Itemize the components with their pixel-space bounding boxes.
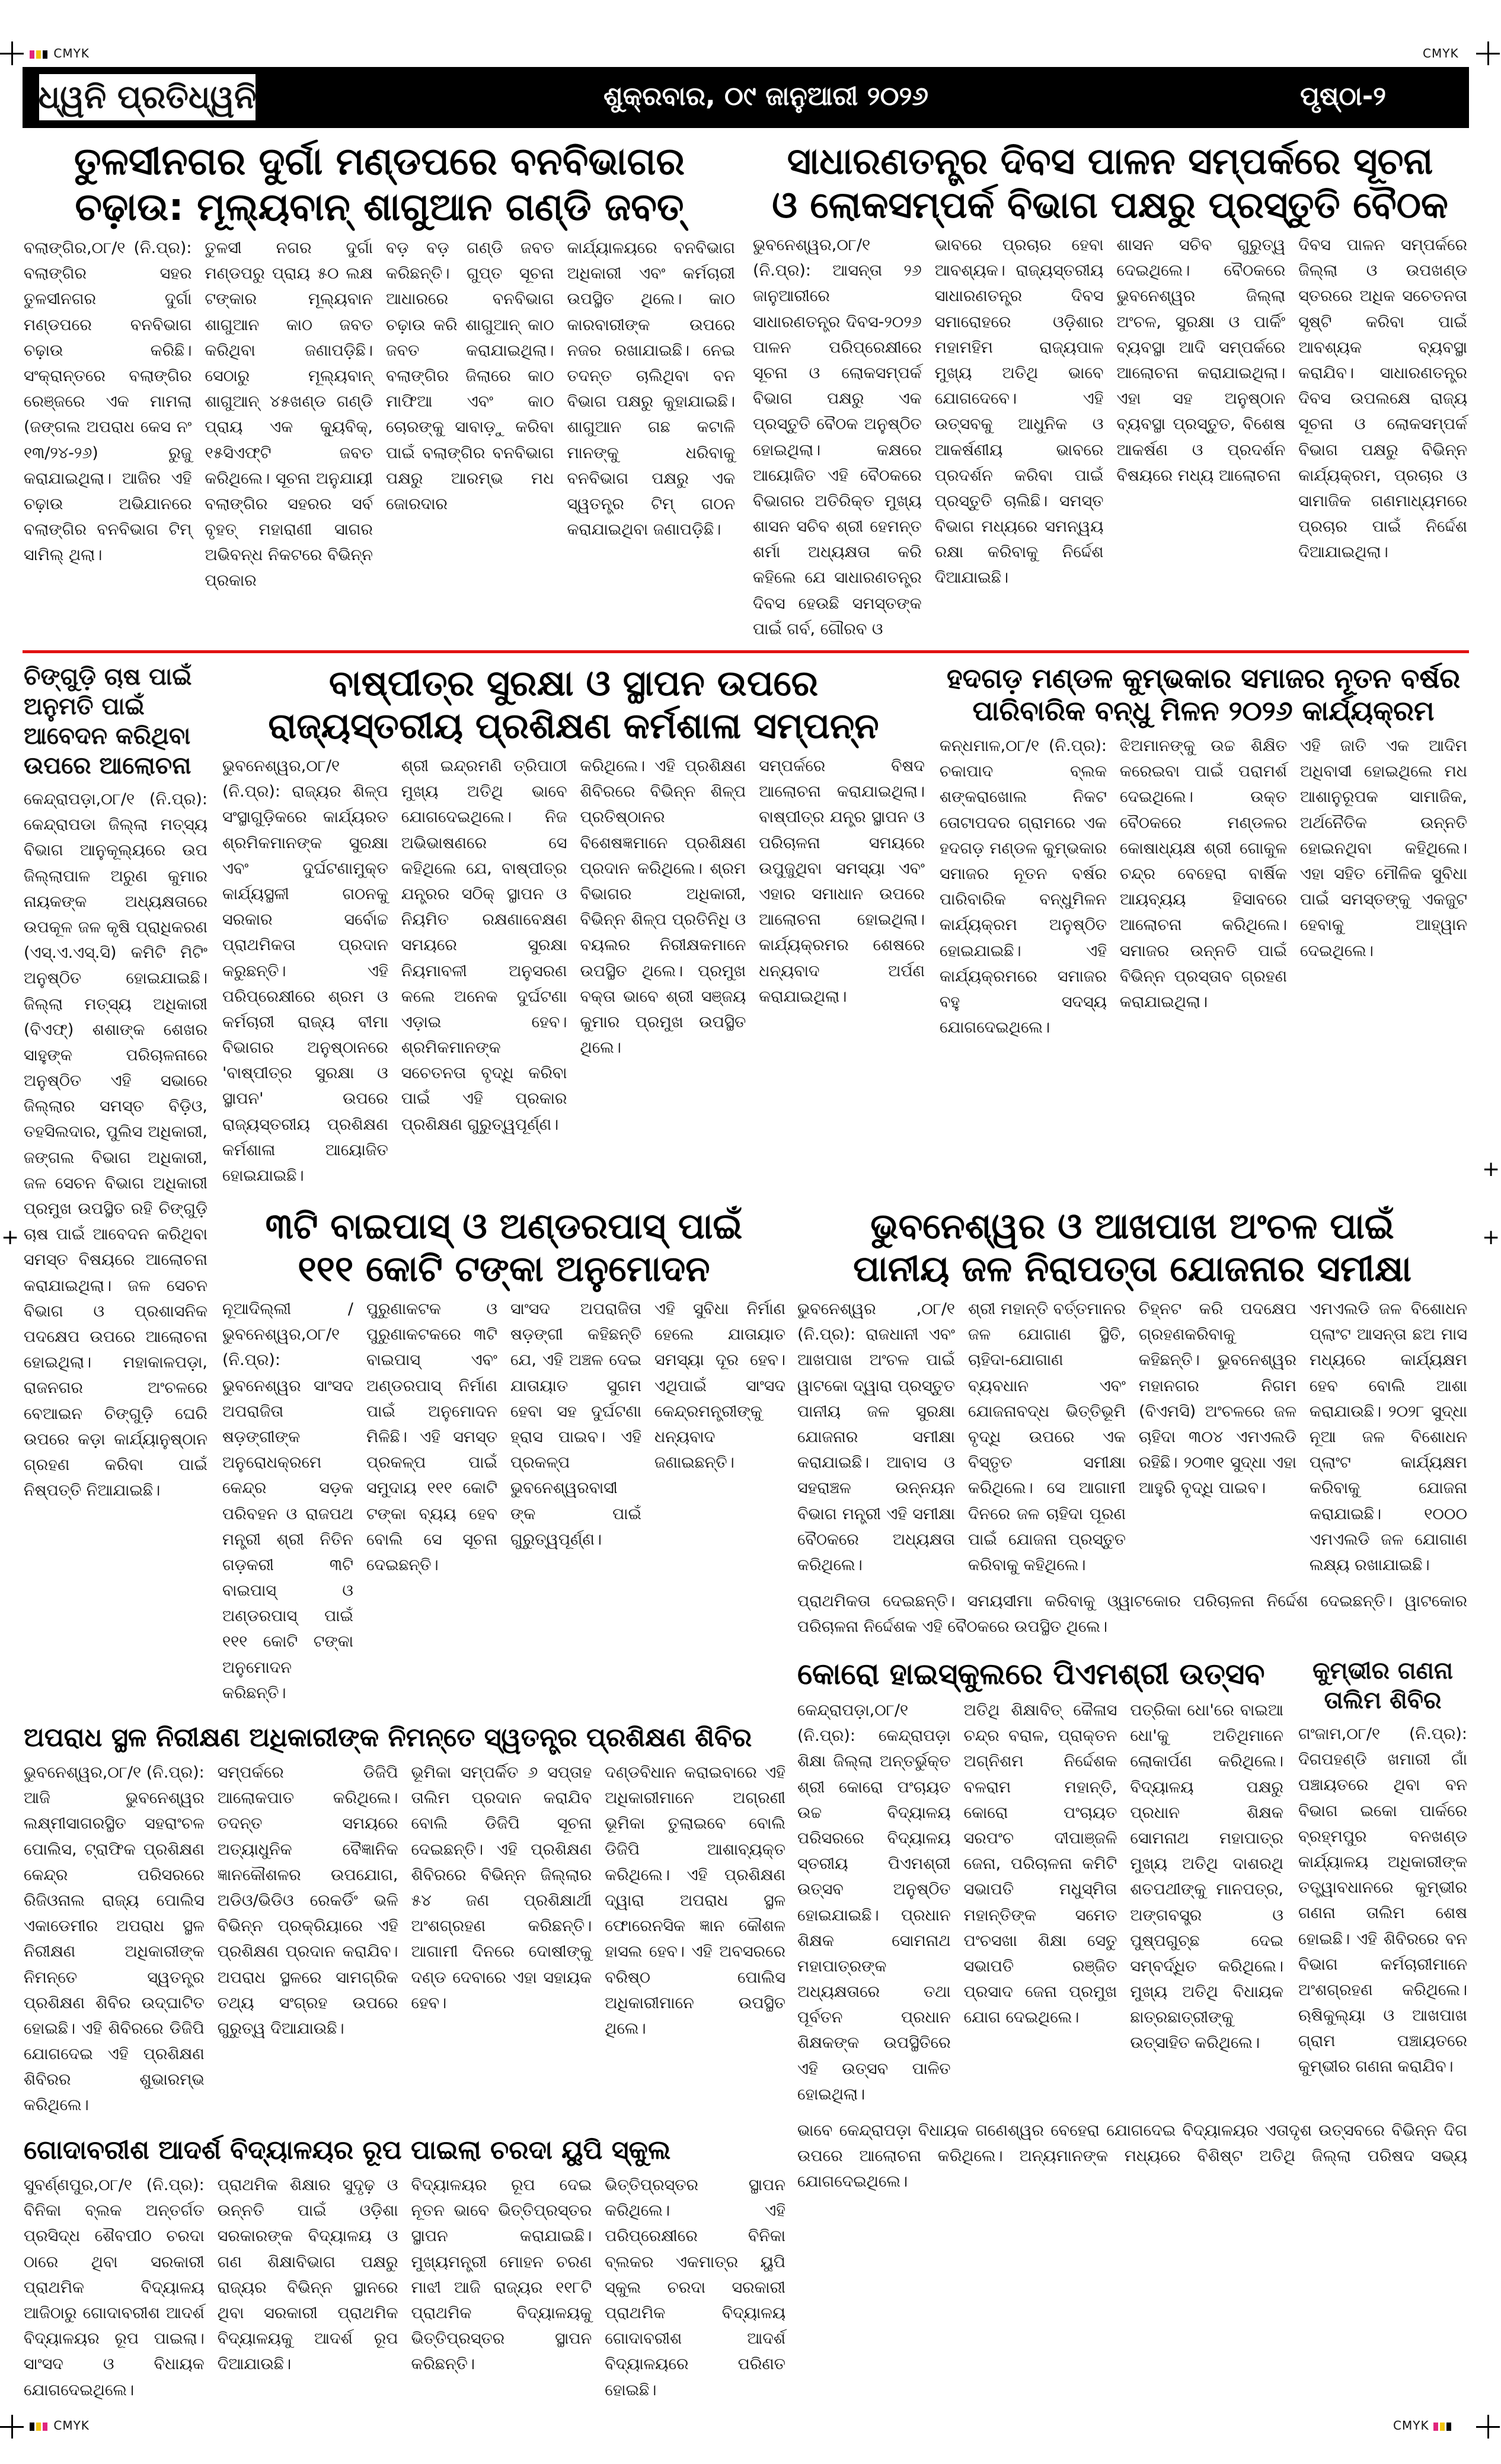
article-column: ନୂଆଦିଲ୍ଲୀ / ଭୁବନେଶ୍ୱର,୦୮/୧ (ନି.ପ୍ର): ଭୁବନେଶ୍ୱର ସାଂସଦ ଅପରାଜିତା ଷଡ଼ଙ୍ଗୀଙ୍କ ଅନୁରୋଧକ୍ରମେ କେନ୍ଦ୍ର ସଡ଼କ ପରିବହନ ଓ ରାଜପଥ ମନ୍ତ୍ରୀ ଶ୍ରୀ ନିତିନ ଗଡ଼କରୀ ୩ଟି ବାଇପାସ୍ ଓ ଅଣ୍ଡରପାସ୍ ପାଇଁ ୧୧୧ କୋଟି ଟଙ୍କା ଅନୁମୋଦନ କରିଛନ୍ତି।: [222, 1300, 353, 1702]
headline-line: ପାନୀୟ ଜଳ ନିରାପତ୍ତା ଯୋଜନାର ସମୀକ୍ଷା: [853, 1248, 1411, 1290]
article-column: ବଲାଙ୍ଗିର,୦୮/୧ (ନି.ପ୍ର): ବଲାଙ୍ଗିର ସହର ତୁଳସୀନଗର ଦୁର୍ଗା ମଣ୍ଡପରେ ବନବିଭାଗ ଚଢ଼ାଉ କରିଛି। ସଂକ୍ରାନ୍ତରେ ବଲାଙ୍ଗିର ରେଞ୍ଜରେ ଏକ ମାମଲା (ଜଙ୍ଗଲ ଅପରାଧ କେସ ନଂ ୧୩/୨୪-୨୬) ରୁଜୁ କରାଯାଇଥିଲା। ଆଜିର ଏହି ଚଢ଼ାଉ ଅଭିଯାନରେ ବଲାଙ୍ଗିର ବନବିଭାଗ ଟିମ୍ ସାମିଲ୍ ଥିଲା।: [24, 239, 192, 565]
headline-chingudi: [24, 662, 207, 781]
swatch-black: [43, 50, 47, 59]
headline-line: ୩ଟି ବାଇପାସ୍ ଓ ଅଣ୍ଡରପାସ୍ ପାଇଁ: [265, 1206, 743, 1247]
headline-police-training: [24, 1722, 785, 1754]
section-divider-red: [23, 650, 1469, 653]
article-godabarish-side: [797, 2118, 1467, 2195]
article-column: ପ୍ରାଥମିକତା ଦେଇଛନ୍ତି। ସମୟସୀମା କରିବାକୁ ଓ୍ୱାଟକୋର ପରିଚାଳନା ନିର୍ଦ୍ଦେଶ ଦେଇଛନ୍ତି। ୱାଟକୋର ପରିଚାଳନା ନିର୍ଦ୍ଦେଶକ ଏହି ବୈଠକରେ ଉପସ୍ଥିତ ଥିଲେ।: [797, 1592, 1467, 1637]
registration-mark-bottom-right: [1476, 2415, 1500, 2439]
cmyk-text: CMYK: [1423, 46, 1459, 60]
article-column: କେନ୍ଦ୍ରାପଡ଼ା,୦୮/୧ (ନି.ପ୍ର): କେନ୍ଦ୍ରାପଡା ଜିଲ୍ଲା ମତ୍ସ୍ୟ ବିଭାଗ ଆନୁକୂଲ୍ୟରେ ଉପ ଜିଲ୍ଲାପାଳ ଅରୁଣ କୁମାର ନାୟକଙ୍କ ଅଧ୍ୟକ୍ଷତାରେ ଉପକୂଳ ଜଳ କୃଷି ପ୍ରାଧିକରଣ (ଏସ୍.ଏ.ଏସ୍.ସି) କମିଟି ମିଟିଂ ଅନୁଷ୍ଠିତ ହୋଇଯାଇଛି। ଜିଲ୍ଲା ମତ୍ସ୍ୟ ଅଧିକାରୀ (ବିଏଫ୍) ଶଶାଙ୍କ ଶେଖର ସାହୁଙ୍କ ପରିଚାଳନାରେ ଅନୁଷ୍ଠିତ ଏହି ସଭାରେ ଜିଲ୍ଲାର ସମସ୍ତ ବିଡ଼ିଓ, ତହସିଲଦାର, ପୁଲିସ ଅଧିକାରୀ, ଜଙ୍ଗଲ ବିଭାଗ ଅଧିକାରୀ, ଜଳ ସେଚନ ବିଭାଗ ଅଧିକାରୀ ପ୍ରମୁଖ ଉପସ୍ଥିତ ରହି ଚିଙ୍ଗୁଡ଼ି ଚାଷ ପାଇଁ ଆବେଦନ କରିଥିବା ସମସ୍ତ ବିଷୟରେ ଆଲୋଚନା କରାଯାଇଥିଲା। ଜଳ ସେଚନ ବିଭାଗ ଓ ପ୍ରଶାସନିକ ପଦକ୍ଷେପ ଉପରେ ଆଲୋଚନା ହୋଇଥିଲା। ମହାକାଳପଡ଼ା, ରାଜନଗର ଅଂଚଳରେ ବେଆଇନ ଚିଙ୍ଗୁଡ଼ି ଘେରି ଉପରେ କଡ଼ା କାର୍ଯ୍ୟାନୁଷ୍ଠାନ ଗ୍ରହଣ କରିବା ପାଇଁ ନିଷ୍ପତ୍ତି ନିଆଯାଇଛି।: [24, 790, 207, 1500]
article-police-body: [24, 1760, 785, 2118]
registration-plus-mid-left: +: [1, 1225, 20, 1249]
article-column: ବଡ଼ ବଡ଼ ଗଣ୍ଡି ଜବତ କରିଛନ୍ତି। ଗୁପ୍ତ ସୂଚନା ଆଧାରରେ ବନବିଭାଗ ଚଢ଼ାଉ କରି ଶାଗୁଆନ୍ କାଠ ଜବତ କରାଯାଇଥିଲା। ବଲାଙ୍ଗିର ଜିଲାରେ କାଠ ମାଫିଆ ଏବଂ କାଠ ଚୋରଙ୍କୁ ସାବାଡ଼ୁ କରିବା ପାଇଁ ବଲାଙ୍ଗିର ବନବିଭାଗ ପକ୍ଷରୁ ଆରମ୍ଭ ମଧ ଜୋରଦାର: [386, 239, 554, 513]
cmyk-text: CMYK: [53, 2418, 90, 2433]
headline-line: ଅପରାଧ ସ୍ଥଳ ନିରୀକ୍ଷଣ ଅଧିକାରୀଙ୍କ ନିମନ୍ତେ ସ୍ୱତନ୍ତ୍ର ପ୍ରଶିକ୍ଷଣ ଶିବିର: [24, 1722, 752, 1753]
article-column: ଭାବେ କେନ୍ଦ୍ରାପଡ଼ା ବିଧାୟକ ଗଣେଶ୍ୱର ବେହେରା ଯୋଗଦେଇ ବିଦ୍ୟାଳୟର ଏତାଦୃଶ ଉତ୍ସବରେ ବିଭିନ୍ନ ଦିଗ ଉପରେ ଆଲୋଚନା କରିଥିଲେ। ଅନ୍ୟମାନଙ୍କ ମଧ୍ୟରେ ବିଶିଷ୍ଟ ଅତିଥି ଜିଲ୍ଲା ପରିଷଦ ସଭ୍ୟ ଯୋଗଦେଇଥିଲେ।: [797, 2121, 1467, 2191]
headline-crocodile-census: [1298, 1656, 1467, 1715]
article-boiler-body: [222, 753, 925, 1188]
article-column: ପ୍ରାଥମିକ ଶିକ୍ଷାର ସୁଦୃଢ଼ ଓ ଉନ୍ନତି ପାଇଁ ଓଡ଼ିଶା ସରକାରଙ୍କ ବିଦ୍ୟାଳୟ ଓ ଗଣ ଶିକ୍ଷାବିଭାଗ ପକ୍ଷରୁ ରାଜ୍ୟର ବିଭିନ୍ନ ସ୍ଥାନରେ ଥିବା ସରକାରୀ ପ୍ରାଥମିକ ବିଦ୍ୟାଳୟକୁ ଆଦର୍ଶ ରୂପ ଦିଆଯାଉଛି।: [217, 2176, 398, 2374]
registration-mark-top-left: [0, 41, 24, 65]
article-column: ସମ୍ପର୍କରେ ବିଷଦ ଆଲୋଚନା କରାଯାଇଥିଲା। ବାଷ୍ପୀତ୍ର ଯନ୍ତ୍ର ସ୍ଥାପନ ଓ ପରିଚାଳନା ସମୟରେ ଉପୁଜୁଥିବା ସମସ୍ୟା ଏବଂ ଏହାର ସମାଧାନ ଉପରେ ଆଲୋଚନା ହୋଇଥିଲା। କାର୍ଯ୍ୟକ୍ରମର ଶେଷରେ ଧନ୍ୟବାଦ ଅର୍ପଣ କରାଯାଇଥିଲା।: [759, 757, 925, 1006]
article-column: କେନ୍ଦ୍ରାପଡ଼ା,୦୮/୧ (ନି.ପ୍ର): କେନ୍ଦ୍ରାପଡ଼ା ଶିକ୍ଷା ଜିଲ୍ଲା ଅନ୍ତର୍ଭୁକ୍ତ ଶ୍ରୀ କୋରୋ ପଂଚାୟତ ଉଚ୍ଚ ବିଦ୍ୟାଳୟ ପରିସରରେ ବିଦ୍ୟାଳୟ ସ୍ତରୀୟ ପିଏମଶ୍ରୀ ଉତ୍ସବ ଅନୁଷ୍ଠିତ ହୋଇଯାଇଛି। ପ୍ରଧାନ ଶିକ୍ଷକ ସୋମନାଥ ମହାପାତ୍ରଙ୍କ ଅଧ୍ୟକ୍ଷତାରେ ତଥା ପୂର୍ବତନ ପ୍ରଧାନ ଶିକ୍ଷକଙ୍କ ଉପସ୍ଥିତିରେ ଏହି ଉତ୍ସବ ପାଳିତ ହୋଇଥିଲା।: [797, 1701, 951, 2104]
article-column: କନ୍ଧମାଳ,୦୮/୧ (ନି.ପ୍ର): ଚକାପାଦ ବ୍ଲକ ଶଙ୍କରାଖୋଲ ନିକଟ ତୋଟାପଦର ଗ୍ରାମରେ ଏକ ହଦଗଡ଼ ମଣ୍ଡଳ କୁମ୍ଭକାର ସମାଜର ନୂତନ ବର୍ଷର ପାରିବାରିକ ବନ୍ଧୁମିଳନ କାର୍ଯ୍ୟକ୍ରମ ଅନୁଷ୍ଠିତ ହୋଇଯାଇଛି। ଏହି କାର୍ଯ୍ୟକ୍ରମରେ ସମାଜର ବହୁ ସଦସ୍ୟ ଯୋଗଦେଇଥିଲେ।: [940, 737, 1107, 1037]
article-column: ଚିହ୍ନଟ କରି ପଦକ୍ଷେପ ଗ୍ରହଣକରିବାକୁ କହିଛନ୍ତି। ଭୁବନେଶ୍ୱର ମହାନଗର ନିଗମ (ବିଏମସି) ଅଂଚଳରେ ଜଳ ଚାହିଦା ୩୦୪ ଏମଏଲଡି ରହିଛି। ୨୦୩୧ ସୁଦ୍ଧା ଏହା ଆହୁରି ବୃଦ୍ଧି ପାଇବ।: [1139, 1300, 1296, 1498]
registration-plus-mid-right-2: +: [1482, 1225, 1500, 1249]
headline-line: ବାଷ୍ପୀତ୍ର ସୁରକ୍ଷା ଓ ସ୍ଥାପନ ଉପରେ: [328, 663, 819, 704]
article-column: ଭୁବନେଶ୍ୱର,୦୮/୧ (ନି.ପ୍ର): ଆସନ୍ତା ୨୬ ଜାନୁଆରୀରେ ସାଧାରଣତନ୍ତ୍ର ଦିବସ-୨୦୨୬ ପାଳନ ପରିପ୍ରେକ୍ଷୀରେ ସୂଚନା ଓ ଲୋକସମ୍ପର୍କ ବିଭାଗ ପକ୍ଷରୁ ଏକ ପ୍ରସ୍ତୁତି ବୈଠକ ଅନୁଷ୍ଠିତ ହୋଇଥିଲା। କକ୍ଷରେ ଆୟୋଜିତ ଏହି ବୈଠକରେ ବିଭାଗର ଅତିରିକ୍ତ ମୁଖ୍ୟ ଶାସନ ସଚିବ ଶ୍ରୀ ହେମନ୍ତ ଶର୍ମା ଅଧ୍ୟକ୍ଷତା କରି କହିଲେ ଯେ ସାଧାରଣତନ୍ତ୍ର ଦିବସ ହେଉଛି ସମସ୍ତଙ୍କ ପାଇଁ ଗର୍ବ, ଗୌରବ ଓ: [753, 236, 922, 638]
headline-bypass: [222, 1205, 785, 1290]
article-column: ଝିଅମାନଙ୍କୁ ଉଚ୍ଚ ଶିକ୍ଷିତ କରେଇବା ପାଇଁ ପରାମର୍ଶ ଦେଇଥିଲେ। ଉକ୍ତ ବୈଠକରେ ମଣ୍ଡଳର କୋଷାଧ୍ୟକ୍ଷ ଶ୍ରୀ ଗୋକୁଳ ଚନ୍ଦ୍ର ବେହେରା ବାର୍ଷିକ ଆୟବ୍ୟୟ ହିସାବରେ ଆଲୋଚନା କରିଥିଲେ। ସମାଜର ଉନ୍ନତି ପାଇଁ ବିଭିନ୍ନ ପ୍ରସ୍ତାବ ଗ୍ରହଣ କରାଯାଇଥିଲା।: [1120, 737, 1287, 1011]
swatch-magenta: [43, 2423, 47, 2431]
article-column: ଅତିଥି ଶିକ୍ଷାବିତ୍ କୈଳାସ ଚନ୍ଦ୍ର ବରାଳ, ପ୍ରାକ୍ତନ ଅଗ୍ନିଶମ ନିର୍ଦ୍ଦେଶକ ବଳରାମ ମହାନ୍ତି, କୋରୋ ପଂଚାୟତ ସରପଂଚ ଦୀପାଞ୍ଜଳି ଜେନା, ପରିଚାଳନା କମିଟି ସଭାପତି ମଧୁସ୍ମିତା ମହାନ୍ତିଙ୍କ ସମେତ ପଂଚସଖା ଶିକ୍ଷା ସେତୁ ସଭାପତି ରଞ୍ଜିତ ପ୍ରସାଦ ଜେନା ପ୍ରମୁଖ ଯୋଗ ଦେଇଥିଲେ।: [963, 1701, 1117, 2027]
article-column: ଭୁବନେଶ୍ୱର ,୦୮/୧ (ନି.ପ୍ର): ରାଜଧାନୀ ଏବଂ ଆଖପାଖ ଅଂଚଳ ପାଇଁ ୱାଟକୋ ଦ୍ୱାରା ପ୍ରସ୍ତୁତ ପାନୀୟ ଜଳ ସୁରକ୍ଷା ଯୋଜନାର ସମୀକ୍ଷା କରାଯାଇଛି। ଆବାସ ଓ ସହରାଞ୍ଚଳ ଉନ୍ନୟନ ବିଭାଗ ମନ୍ତ୍ରୀ ଏହି ସମୀକ୍ଷା ବୈଠକରେ ଅଧ୍ୟକ୍ଷତା କରିଥିଲେ।: [797, 1300, 955, 1574]
cmyk-label-top-left: [30, 46, 90, 60]
article-column: ତୁଳସୀ ନଗର ଦୁର୍ଗା ମଣ୍ଡପରୁ ପ୍ରାୟ ୫୦ ଲକ୍ଷ ଟଙ୍କାର ମୂଲ୍ୟବାନ ଶାଗୁଆନ କାଠ ଜବତ କରିଥିବା ଜଣାପଡ଼ିଛି। ସେଠାରୁ ମୂଲ୍ୟବାନ୍ ଶାଗୁଆନ୍ ୪୫ଖଣ୍ଡ ଗଣ୍ଡି ପ୍ରାୟ ଏକ କ୍ୟୁବିକ୍, ୧୫ସିଏଫ୍‌ଟି ଜବତ କରିଥିଲେ। ସୂଚନା ଅନୁଯାୟୀ ବଲାଙ୍ଗିର ସହରର ସର୍ବ ବୃହତ୍ ମହାରାଣୀ ସାଗର ଅଭିବନ୍ଧ ନିକଟରେ ବିଭିନ୍ନ ପ୍ରକାର: [205, 239, 373, 590]
swatch-black: [1446, 2423, 1451, 2431]
headline-line: ଭୁବନେଶ୍ୱର ଓ ଆଖପାଖ ଅଂଚଳ ପାଇଁ: [870, 1206, 1394, 1247]
registration-mark-top-right: [1476, 41, 1500, 65]
headline-line: ଅନୁମତି ପାଇଁ: [24, 693, 145, 720]
page-number: ପୃଷ୍ଠା-୨: [1300, 81, 1386, 111]
article-bypass-body: [222, 1296, 785, 1706]
headline-line: କୋରୋ ହାଇସ୍କୁଲରେ ପିଏମଶ୍ରୀ ଉତ୍ସବ: [797, 1657, 1265, 1691]
article-column: ଶ୍ରୀ ମହାନ୍ତି ବର୍ତ୍ତମାନର ଜଳ ଯୋଗାଣ ସ୍ଥିତି, ଚାହିଦା-ଯୋଗାଣ ବ୍ୟବଧାନ ଏବଂ ଯୋଜନାବଦ୍ଧ ଭିତ୍ତିଭୂମି ବୃଦ୍ଧି ଉପରେ ଏକ ବିସ୍ତୃତ ସମୀକ୍ଷା କରିଥିଲେ। ସେ ଆଗାମୀ ଦିନରେ ଜଳ ଚାହିଦା ପୂରଣ ପାଇଁ ଯୋଜନା ପ୍ରସ୍ତୁତ କରିବାକୁ କହିଥିଲେ।: [968, 1300, 1126, 1574]
article-chingudi-body: [24, 787, 207, 1503]
swatch-yellow: [36, 50, 41, 59]
article-koro-body: [797, 1698, 1283, 2107]
swatch-yellow: [36, 2423, 41, 2431]
headline-tulsinagar: [24, 139, 735, 231]
headline-kumbhakar: [940, 662, 1467, 727]
article-water-body: [797, 1296, 1467, 1578]
headline-koro-pmshri: [797, 1656, 1283, 1692]
article-column: ଭୁବନେଶ୍ୱର,୦୮/୧ (ନି.ପ୍ର): ରାଜ୍ୟର ଶିଳ୍ପ ସଂସ୍ଥାଗୁଡ଼ିକରେ କାର୍ଯ୍ୟରତ ଶ୍ରମିକମାନଙ୍କ ସୁରକ୍ଷା ଏବଂ ଦୁର୍ଘଟଣାମୁକ୍ତ କାର୍ଯ୍ୟସ୍ଥଳୀ ଗଠନକୁ ସରକାର ସର୍ବୋଚ୍ଚ ପ୍ରାଥମିକତା ପ୍ରଦାନ କରୁଛନ୍ତି। ଏହି ପରିପ୍ରେକ୍ଷୀରେ ଶ୍ରମ ଓ କର୍ମଚାରୀ ରାଜ୍ୟ ବୀମା ବିଭାଗର ଅନୁଷ୍ଠାନରେ 'ବାଷ୍ପୀତ୍ର ସୁରକ୍ଷା ଓ ସ୍ଥାପନ' ଉପରେ ରାଜ୍ୟସ୍ତରୀୟ ପ୍ରଶିକ୍ଷଣ କର୍ମଶାଳା ଆୟୋଜିତ ହୋଇଯାଇଛି।: [222, 757, 388, 1185]
article-column: ପୁରୁଣାକଟକ ଓ ପୁରୁଣାକଟକରେ ୩ଟି ବାଇପାସ୍ ଏବଂ ଅଣ୍ଡରପାସ୍ ନିର୍ମାଣ ପାଇଁ ଅନୁମୋଦନ ମିଳିଛି। ଏହି ସମସ୍ତ ପ୍ରକଳ୍ପ ପାଇଁ ସମୁଦାୟ ୧୧୧ କୋଟି ଟଙ୍କା ବ୍ୟୟ ହେବ ବୋଲି ସେ ସୂଚନା ଦେଇଛନ୍ତି।: [366, 1300, 497, 1574]
article-column: ଏହି ଜାତି ଏକ ଆଦିମ ଅଧିବାସୀ ହୋଇଥିଲେ ମଧ ଆଶାନୁରୂପକ ସାମାଜିକ, ଅର୍ଥନୈତିକ ଉନ୍ନତି ହୋଇନଥିବା କହିଥିଲେ। ଏହା ସହିତ ମୌଳିକ ସୁବିଧା ପାଇଁ ସମସ୍ତଙ୍କୁ ଏକଜୁଟ ହେବାକୁ ଆହ୍ୱାନ ଦେଇଥିଲେ।: [1300, 737, 1467, 960]
headline-line: ତୁଳସୀନଗର ଦୁର୍ଗା ମଣ୍ଡପରେ ବନବିଭାଗର: [74, 140, 685, 184]
headline-boiler-training: [222, 662, 925, 747]
headline-line: ଚଢ଼ାଉ: ମୂଲ୍ୟବାନ୍ ଶାଗୁଆନ ଗଣ୍ଡି ଜବତ୍: [75, 185, 684, 229]
cmyk-label-bottom-right: [1393, 2418, 1453, 2433]
article-crocodile-body: [1298, 1721, 1467, 2080]
swatch-yellow: [1440, 2423, 1445, 2431]
article-column: ଭୂମିକା ସମ୍ପର୍କିତ ୬ ସପ୍ତାହ ତାଲିମ ପ୍ରଦାନ କରାଯିବ ବୋଲି ଡିଜିପି ସୂଚନା ଦେଇଛନ୍ତି। ଏହି ପ୍ରଶିକ୍ଷଣ ଶିବିରରେ ବିଭିନ୍ନ ଜିଲ୍ଲାର ୫୪ ଜଣ ପ୍ରଶିକ୍ଷାର୍ଥୀ ଅଂଶଗ୍ରହଣ କରିଛନ୍ତି। ଆଗାମୀ ଦିନରେ ଦୋଷୀଙ୍କୁ ଦଣ୍ଡ ଦେବାରେ ଏହା ସହାୟକ ହେବ।: [411, 1763, 592, 2012]
headline-godabarish-school: [24, 2135, 785, 2166]
article-column: କାର୍ଯ୍ୟାଳୟରେ ବନବିଭାଗ ଅଧିକାରୀ ଏବଂ କର୍ମଚାରୀ ଉପସ୍ଥିତ ଥିଲେ। କାଠ କାରବାରୀଙ୍କ ଉପରେ ନଜର ରଖାଯାଇଛି। ନେଇ ତଦନ୍ତ ଚାଲିଥିବା ବନ ବିଭାଗ ପକ୍ଷରୁ କୁହାଯାଇଛି। ଶାଗୁଆନ ଗଛ କଟାଳି ମାନଙ୍କୁ ଧରିବାକୁ ବନବିଭାଗ ପକ୍ଷରୁ ଏକ ସ୍ୱତନ୍ତ୍ର ଟିମ୍ ଗଠନ କରାଯାଇଥିବା ଜଣାପଡ଼ିଛି।: [567, 239, 735, 539]
article-column: ସୁବର୍ଣ୍ଣପୁର,୦୮/୧ (ନି.ପ୍ର): ବିନିକା ବ୍ଲକ ଅନ୍ତର୍ଗତ ପ୍ରସିଦ୍ଧ ଶୈବପୀଠ ଚରଦା ଠାରେ ଥିବା ସରକାରୀ ପ୍ରାଥମିକ ବିଦ୍ୟାଳୟ ଆଜିଠାରୁ ଗୋଦାବରୀଶ ଆଦର୍ଶ ବିଦ୍ୟାଳୟର ରୂପ ପାଇଲା। ସାଂସଦ ଓ ବିଧାୟକ ଯୋଗଦେଇଥିଲେ।: [24, 2176, 205, 2399]
article-column: ଏମଏଲଡି ଜଳ ବିଶୋଧନ ପ୍ଲାଂଟ ଆସନ୍ତା ଛଅ ମାସ ମଧ୍ୟରେ କାର୍ଯ୍ୟକ୍ଷମ ହେବ ବୋଲି ଆଶା କରାଯାଉଛି। ୨୦୨୮ ସୁଦ୍ଧା ନୂଆ ଜଳ ବିଶୋଧନ ପ୍ଲାଂଟ କାର୍ଯ୍ୟକ୍ଷମ କରିବାକୁ ଯୋଜନା କରାଯାଇଛି। ୧୦୦୦ ଏମଏଲଡି ଜଳ ଯୋଗାଣ ଲକ୍ଷ୍ୟ ରଖାଯାଇଛି।: [1310, 1300, 1467, 1574]
headline-line: ୧୧୧ କୋଟି ଟଙ୍କା ଅନୁମୋଦନ: [298, 1248, 710, 1290]
article-column: ଦିବସ ପାଳନ ସମ୍ପର୍କରେ ଜିଲ୍ଲା ଓ ଉପଖଣ୍ଡ ସ୍ତରରେ ଅଧିକ ସଚେତନତା ସୃଷ୍ଟି କରିବା ପାଇଁ ଆବଶ୍ୟକ ବ୍ୟବସ୍ଥା କରାଯିବ। ସାଧାରଣତନ୍ତ୍ର ଦିବସ ଉପଲକ୍ଷେ ରାଜ୍ୟ ସୂଚନା ଓ ଲୋକସମ୍ପର୍କ ବିଭାଗ ପକ୍ଷରୁ ବିଭିନ୍ନ କାର୍ଯ୍ୟକ୍ରମ, ପ୍ରଚାର ଓ ସାମାଜିକ ଗଣମାଧ୍ୟମରେ ପ୍ରଚାର ପାଇଁ ନିର୍ଦ୍ଦେଶ ଦିଆଯାଇଥିଲା।: [1298, 236, 1467, 562]
headline-water-security: [797, 1205, 1467, 1290]
headline-line: ସାଧାରଣତନ୍ତ୍ର ଦିବସ ପାଳନ ସମ୍ପର୍କରେ ସୂଚନା: [787, 139, 1433, 183]
swatch-black: [30, 2423, 34, 2431]
article-column: ଦଣ୍ଡବିଧାନ କରାଇବାରେ ଏହି ଅଧିକାରୀମାନେ ଅଗ୍ରଣୀ ଭୂମିକା ତୁଲାଇବେ ବୋଲି ଡିଜିପି ଆଶାବ୍ୟକ୍ତ କରିଥିଲେ। ଏହି ପ୍ରଶିକ୍ଷଣ ଦ୍ୱାରା ଅପରାଧ ସ୍ଥଳ ଫୋରେନସିକ ଜ୍ଞାନ କୌଶଳ ହାସଲ ହେବ। ଏହି ଅବସରରେ ବରିଷ୍ଠ ପୋଲିସ ଅଧିକାରୀମାନେ ଉପସ୍ଥିତ ଥିଲେ।: [605, 1763, 785, 2038]
headline-line: ରାଜ୍ୟସ୍ତରୀୟ ପ୍ରଶିକ୍ଷଣ କର୍ମଶାଳା ସମ୍ପନ୍ନ: [268, 705, 879, 747]
article-column: ପତ୍ରିକା ଧୋ'ରେ ବାଇଆ ଧୋ'କୁ ଅତିଥିମାନେ ଲୋକାର୍ପଣ କରିଥିଲେ। ବିଦ୍ୟାଳୟ ପକ୍ଷରୁ ପ୍ରଧାନ ଶିକ୍ଷକ ସୋମନାଥ ମହାପାତ୍ର ମୁଖ୍ୟ ଅତିଥି ଦାଶରଥି ଶତପଥୀଙ୍କୁ ମାନପତ୍ର, ଅଙ୍ଗବସ୍ତ୍ର ଓ ପୁଷ୍ପଗୁଚ୍ଛ ଦେଇ ସମ୍ବର୍ଦ୍ଧିତ କରିଥିଲେ। ମୁଖ୍ୟ ଅତିଥି ବିଧାୟକ ଛାତ୍ରଛାତ୍ରୀଙ୍କୁ ଉତ୍ସାହିତ କରିଥିଲେ।: [1130, 1701, 1284, 2053]
swatch-magenta: [1433, 2423, 1438, 2431]
cmyk-label-bottom-left: [30, 2418, 90, 2433]
swatch-magenta: [30, 50, 34, 59]
article-column: ଭାବରେ ପ୍ରଚାର ହେବା ଆବଶ୍ୟକ। ରାଜ୍ୟସ୍ତରୀୟ ସାଧାରଣତନ୍ତ୍ର ଦିବସ ସମାରୋହରେ ଓଡ଼ିଶାର ମହାମହିମ ରାଜ୍ୟପାଳ ମୁଖ୍ୟ ଅତିଥି ଭାବେ ଯୋଗଦେବେ। ଏହି ଉତ୍ସବକୁ ଆଧୁନିକ ଓ ଆକର୍ଷଣୀୟ ଭାବରେ ପ୍ରଦର୍ଶନ କରିବା ପାଇଁ ପ୍ରସ୍ତୁତି ଚାଲିଛି। ସମସ୍ତ ବିଭାଗ ମଧ୍ୟରେ ସମନ୍ୱୟ ରକ୍ଷା କରିବାକୁ ନିର୍ଦ୍ଦେଶ ଦିଆଯାଇଛି।: [934, 236, 1104, 587]
headline-republic-day: [753, 139, 1467, 228]
article-column: ଗଂଜାମ,୦୮/୧ (ନି.ପ୍ର): ଦିଗପହଣ୍ଡି ଖମାରୀ ଗାଁ ପଞ୍ଚାୟତରେ ଥିବା ବନ ବିଭାଗ ଇକୋ ପାର୍କରେ ବ୍ରହ୍ମପୁର ବନଖଣ୍ଡ କାର୍ଯ୍ୟାଳୟ ଅଧିକାରୀଙ୍କ ତତ୍ତ୍ୱାବଧାନରେ କୁମ୍ଭୀର ଗଣନା ତାଲିମ ଶେଷ ହୋଇଛି। ଏହି ଶିବିରରେ ବନ ବିଭାଗ କର୍ମଚାରୀମାନେ ଅଂଶଗ୍ରହଣ କରିଥିଲେ। ଋଷିକୁଲ୍ୟା ଓ ଆଖପାଖ ଗ୍ରାମ ପଞ୍ଚାୟତରେ କୁମ୍ଭୀର ଗଣନା କରାଯିବ।: [1298, 1725, 1467, 2076]
article-column: ସାଂସଦ ଅପରାଜିତା ଷଡ଼ଙ୍ଗୀ କହିଛନ୍ତି ଯେ, ଏହି ଅଞ୍ଚଳ ଦେଇ ଯାତାୟାତ ସୁଗମ ହେବା ସହ ଦୁର୍ଘଟଣା ହ୍ରାସ ପାଇବ। ଏହି ପ୍ରକଳ୍ପ ଭୁବନେଶ୍ୱରବାସୀଙ୍କ ପାଇଁ ଗୁରୁତ୍ୱପୂର୍ଣ୍ଣ।: [510, 1300, 641, 1549]
headline-line: କୁମ୍ଭୀର ଗଣନା: [1312, 1657, 1454, 1685]
headline-line: ଓ ଲୋକସମ୍ପର୍କ ବିଭାଗ ପକ୍ଷରୁ ପ୍ରସ୍ତୁତି ବୈଠକ: [772, 183, 1448, 227]
headline-line: ଚିଙ୍ଗୁଡ଼ି ଚାଷ ପାଇଁ: [24, 663, 192, 691]
article-column: ବିଦ୍ୟାଳୟର ରୂପ ଦେଇ ନୂତନ ଭାବେ ଭିତ୍ତିପ୍ରସ୍ତର ସ୍ଥାପନ କରାଯାଇଛି। ମୁଖ୍ୟମନ୍ତ୍ରୀ ମୋହନ ଚରଣ ମାଝୀ ଆଜି ରାଜ୍ୟର ୧୧୮ଟି ପ୍ରାଥମିକ ବିଦ୍ୟାଳୟକୁ ଭିତ୍ତିପ୍ରସ୍ତର ସ୍ଥାପନ କରିଛନ୍ତି।: [411, 2176, 592, 2374]
headline-line: ଉପରେ ଆଲୋଚନା: [24, 752, 191, 779]
article-column: ଶ୍ରୀ ଇନ୍ଦ୍ରମଣି ତ୍ରିପାଠୀ ମୁଖ୍ୟ ଅତିଥି ଭାବେ ଯୋଗଦେଇଥିଲେ। ନିଜ ଅଭିଭାଷଣରେ ସେ କହିଥିଲେ ଯେ, ବାଷ୍ପୀତ୍ର ଯନ୍ତ୍ରର ସଠିକ୍ ସ୍ଥାପନ ଓ ନିୟମିତ ରକ୍ଷଣାବେକ୍ଷଣ ସମୟରେ ସୁରକ୍ଷା ନିୟମାବଳୀ ଅନୁସରଣ କଲେ ଅନେକ ଦୁର୍ଘଟଣା ଏଡ଼ାଇ ହେବ। ଶ୍ରମିକମାନଙ୍କ ସଚେତନତା ବୃଦ୍ଧି କରିବା ପାଇଁ ଏହି ପ୍ରକାର ପ୍ରଶିକ୍ଷଣ ଗୁରୁତ୍ୱପୂର୍ଣ୍ଣ।: [401, 757, 567, 1134]
headline-line: ଆବେଦନ କରିଥିବା: [24, 723, 191, 750]
registration-mark-bottom-left: [0, 2415, 24, 2439]
article-godabarish-body: [24, 2172, 785, 2403]
masthead-bar: [23, 67, 1469, 128]
newspaper-logo: ଧ୍ୱନି ପ୍ରତିଧ୍ୱନି: [39, 74, 256, 120]
headline-line: ତାଲିମ ଶିବିର: [1324, 1687, 1442, 1714]
cmyk-label-top-right: [1423, 46, 1459, 60]
article-police-side: [797, 1589, 1467, 1640]
article-kumbhakar-body: [940, 733, 1467, 1040]
headline-line: ପାରିବାରିକ ବନ୍ଧୁ ମିଳନ ୨୦୨୬ କାର୍ଯ୍ୟକ୍ରମ: [972, 695, 1435, 727]
article-column: ଭିତ୍ତିପ୍ରସ୍ତର ସ୍ଥାପନ କରିଥିଲେ। ଏହି ପରିପ୍ରେକ୍ଷୀରେ ବିନିକା ବ୍ଲକର ଏକମାତ୍ର ୟୁପି ସ୍କୁଲ ଚରଦା ସରକାରୀ ପ୍ରାଥମିକ ବିଦ୍ୟାଳୟ ଗୋଦାବରୀଶ ଆଦର୍ଶ ବିଦ୍ୟାଳୟରେ ପରିଣତ ହୋଇଛି।: [605, 2176, 785, 2399]
article-republic-day-body: [753, 232, 1467, 642]
cmyk-text: CMYK: [53, 46, 90, 60]
article-column: କରିଥିଲେ। ଏହି ପ୍ରଶିକ୍ଷଣ ଶିବିରରେ ବିଭିନ୍ନ ଶିଳ୍ପ ପ୍ରତିଷ୍ଠାନର ବିଶେଷଜ୍ଞମାନେ ପ୍ରଶିକ୍ଷଣ ପ୍ରଦାନ କରିଥିଲେ। ଶ୍ରମ ବିଭାଗର ଅଧିକାରୀ, ବିଭିନ୍ନ ଶିଳ୍ପ ପ୍ରତିନିଧି ଓ ବୟଲର ନିରୀକ୍ଷକମାନେ ଉପସ୍ଥିତ ଥିଲେ। ପ୍ରମୁଖ ବକ୍ତା ଭାବେ ଶ୍ରୀ ସଞ୍ଜୟ କୁମାର ପ୍ରମୁଖ ଉପସ୍ଥିତ ଥିଲେ।: [580, 757, 746, 1057]
article-column: ଭୁବନେଶ୍ୱର,୦୮/୧ (ନି.ପ୍ର): ଆଜି ଭୁବନେଶ୍ୱର ଲକ୍ଷ୍ମୀସାଗରସ୍ଥିତ ସହରାଂଚଳ ପୋଲିସ, ଟ୍ରାଫିକ ପ୍ରଶିକ୍ଷଣ କେନ୍ଦ୍ର ପରିସରରେ ରିଜିଓନାଲ ରାଜ୍ୟ ପୋଲିସ ଏକାଡେମୀର ଅପରାଧ ସ୍ଥଳ ନିରୀକ୍ଷଣ ଅଧିକାରୀଙ୍କ ନିମନ୍ତେ ସ୍ୱତନ୍ତ୍ର ପ୍ରଶିକ୍ଷଣ ଶିବିର ଉଦ୍‌ଘାଟିତ ହୋଇଛି। ଏହି ଶିବିରରେ ଡିଜିପି ଯୋଗଦେଇ ଏହି ପ୍ରଶିକ୍ଷଣ ଶିବିରର ଶୁଭାରମ୍ଭ କରିଥିଲେ।: [24, 1763, 205, 2115]
headline-line: ଗୋଦାବରୀଶ ଆଦର୍ଶ ବିଦ୍ୟାଳୟର ରୂପ ପାଇଲା ଚରଦା ୟୁପି ସ୍କୁଲ: [24, 2135, 671, 2165]
cmyk-text: CMYK: [1393, 2418, 1429, 2433]
headline-line: ହଦଗଡ଼ ମଣ୍ଡଳ କୁମ୍ଭକାର ସମାଜର ନୂତନ ବର୍ଷର: [946, 662, 1461, 694]
article-column: ସମ୍ପର୍କରେ ଡିଜିପି ଆଲୋକପାତ କରିଥିଲେ। ତଦନ୍ତ ସମୟରେ ଅତ୍ୟାଧୁନିକ ବୈଜ୍ଞାନିକ ଜ୍ଞାନକୌଶଳର ଉପଯୋଗ, ଅଡିଓ/ଭିଡିଓ ରେକର୍ଡିଂ ଭଳି ବିଭିନ୍ନ ପ୍ରକ୍ରିୟାରେ ଏହି ପ୍ରଶିକ୍ଷଣ ପ୍ରଦାନ କରାଯିବ। ଅପରାଧ ସ୍ଥଳରେ ସାମଗ୍ରିକ ତଥ୍ୟ ସଂଗ୍ରହ ଉପରେ ଗୁରୁତ୍ୱ ଦିଆଯାଉଛି।: [217, 1763, 398, 2038]
registration-plus-mid-right: +: [1482, 1157, 1500, 1181]
article-column: ଶାସନ ସଚିବ ଗୁରୁତ୍ୱ ଦେଇଥିଲେ। ବୈଠକରେ ଭୁବନେଶ୍ୱର ଜିଲ୍ଲା ଅଂଚଳ, ସୁରକ୍ଷା ଓ ପାର୍କିଂ ବ୍ୟବସ୍ଥା ଆଦି ସମ୍ପର୍କରେ ଆଲୋଚନା କରାଯାଇଥିଲା। ଏହା ସହ ଅନୁଷ୍ଠାନ ବ୍ୟବସ୍ଥା ପ୍ରସ୍ତୁତ, ବିଶେଷ ଆକର୍ଷଣ ଓ ପ୍ରଦର୍ଶନ ବିଷୟରେ ମଧ୍ୟ ଆଲୋଚନା: [1116, 236, 1286, 485]
article-column: ଏହି ସୁବିଧା ନିର୍ମାଣ ହେଲେ ଯାତାୟାତ ସମସ୍ୟା ଦୂର ହେବ। ଏଥିପାଇଁ ସାଂସଦ କେନ୍ଦ୍ରମନ୍ତ୍ରୀଙ୍କୁ ଧନ୍ୟବାଦ ଜଣାଇଛନ୍ତି।: [654, 1300, 785, 1472]
article-tulsinagar-body: [24, 235, 735, 594]
issue-date: ଶୁକ୍ରବାର, ୦୯ ଜାନୁଆରୀ ୨୦୨୬: [603, 81, 928, 111]
